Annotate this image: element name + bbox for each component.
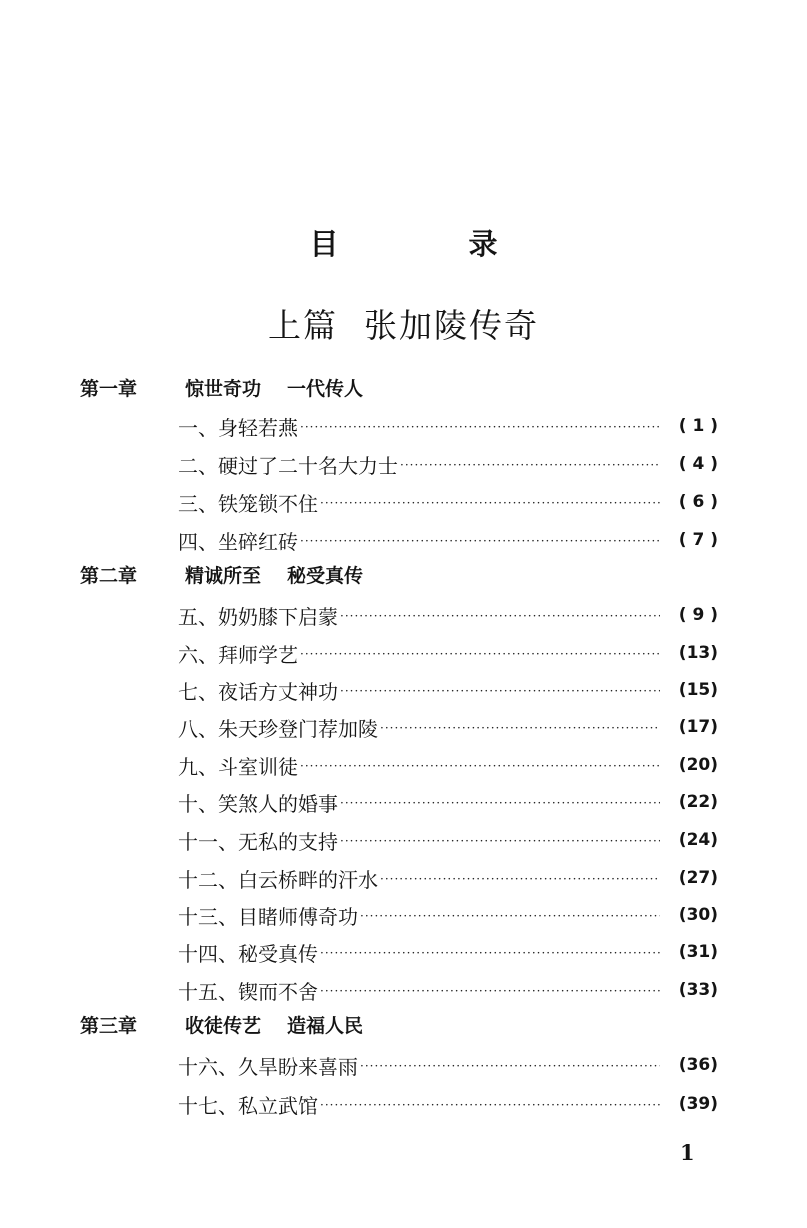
leader-dots	[300, 755, 660, 775]
entry-title: 九、斗室训徒	[178, 754, 298, 779]
leader-dots	[320, 492, 660, 512]
leader-dots	[360, 1055, 660, 1075]
chapter-index: 第二章	[80, 565, 138, 587]
chapter-title-b: 秘受真传	[287, 565, 364, 587]
toc-entry[interactable]	[178, 521, 718, 559]
chapter-heading	[80, 1007, 363, 1045]
entry-title: 四、坐碎红砖	[178, 529, 298, 554]
chapter-title-a: 精诚所至	[185, 565, 262, 587]
chapter-title-b: 一代传人	[287, 378, 364, 400]
chapter-title-b: 造福人民	[287, 1015, 364, 1037]
part-heading	[0, 300, 807, 347]
entry-page: (36)	[678, 1055, 718, 1075]
entry-page: ( 9 )	[678, 605, 718, 625]
toc-entry[interactable]	[178, 859, 718, 897]
toc-entry[interactable]	[178, 596, 718, 634]
entry-page: ( 6 )	[678, 492, 718, 512]
entry-page: ( 4 )	[678, 454, 718, 474]
entry-title: 十一、无私的支持	[178, 829, 338, 854]
entry-title: 十二、白云桥畔的汗水	[178, 867, 378, 892]
page-number: 1	[680, 1140, 695, 1165]
part-name: 张加陵传奇	[364, 306, 539, 345]
leader-dots	[300, 643, 660, 663]
entry-title: 五、奶奶膝下启蒙	[178, 604, 338, 629]
entry-page: (13)	[678, 643, 718, 663]
entry-page: (31)	[678, 942, 718, 962]
entry-page: ( 1 )	[678, 416, 718, 436]
entry-page: ( 7 )	[678, 530, 718, 550]
entry-title: 八、朱天珍登门荐加陵	[178, 716, 378, 741]
toc-entry[interactable]	[178, 671, 718, 709]
toc-entry[interactable]	[178, 708, 718, 746]
toc-entry[interactable]	[178, 634, 718, 672]
entry-title: 七、夜话方丈神功	[178, 679, 338, 704]
entry-page: (17)	[678, 717, 718, 737]
entry-title: 六、拜师学艺	[178, 642, 298, 667]
entry-title: 一、身轻若燕	[178, 415, 298, 440]
toc-entry[interactable]	[178, 971, 718, 1009]
entry-title: 十五、锲而不舍	[178, 979, 318, 1004]
toc-entry[interactable]	[178, 483, 718, 521]
leader-dots	[300, 530, 660, 550]
leader-dots	[340, 605, 660, 625]
entry-title: 十六、久旱盼来喜雨	[178, 1054, 358, 1079]
toc-entry[interactable]	[178, 445, 718, 483]
leader-dots	[320, 942, 660, 962]
entry-page: (27)	[678, 868, 718, 888]
leader-dots	[340, 680, 660, 700]
chapter-heading	[80, 557, 363, 595]
chapter-title-a: 收徒传艺	[185, 1015, 262, 1037]
leader-dots	[340, 792, 660, 812]
toc-entry[interactable]	[178, 896, 718, 934]
entry-page: (20)	[678, 755, 718, 775]
toc-entry[interactable]	[178, 407, 718, 445]
entry-title: 十四、秘受真传	[178, 941, 318, 966]
entry-title: 十七、私立武馆	[178, 1093, 318, 1118]
toc-entry[interactable]	[178, 746, 718, 784]
leader-dots	[400, 454, 660, 474]
entry-page: (33)	[678, 980, 718, 1000]
leader-dots	[320, 1094, 660, 1114]
toc-entry[interactable]	[178, 1046, 718, 1084]
toc-title: 目 录	[309, 227, 558, 261]
entry-title: 十、笑煞人的婚事	[178, 791, 338, 816]
chapter-title-a: 惊世奇功	[185, 378, 262, 400]
leader-dots	[380, 717, 660, 737]
entry-page: (30)	[678, 905, 718, 925]
chapter-heading	[80, 370, 363, 408]
leader-dots	[320, 980, 660, 1000]
entry-page: (22)	[678, 792, 718, 812]
toc-entry[interactable]	[178, 783, 718, 821]
chapter-index: 第三章	[80, 1015, 138, 1037]
toc-entry[interactable]	[178, 821, 718, 859]
chapter-index: 第一章	[80, 378, 138, 400]
leader-dots	[380, 868, 660, 888]
entry-title: 二、硬过了二十名大力士	[178, 453, 398, 478]
part-label: 上篇	[268, 306, 338, 345]
leader-dots	[340, 830, 660, 850]
leader-dots	[300, 416, 660, 436]
leader-dots	[360, 905, 660, 925]
toc-entry[interactable]	[178, 1085, 718, 1123]
entry-title: 十三、目睹师傅奇功	[178, 904, 358, 929]
toc-entry[interactable]	[178, 933, 718, 971]
entry-page: (24)	[678, 830, 718, 850]
entry-page: (39)	[678, 1094, 718, 1114]
entry-title: 三、铁笼锁不住	[178, 491, 318, 516]
entry-page: (15)	[678, 680, 718, 700]
